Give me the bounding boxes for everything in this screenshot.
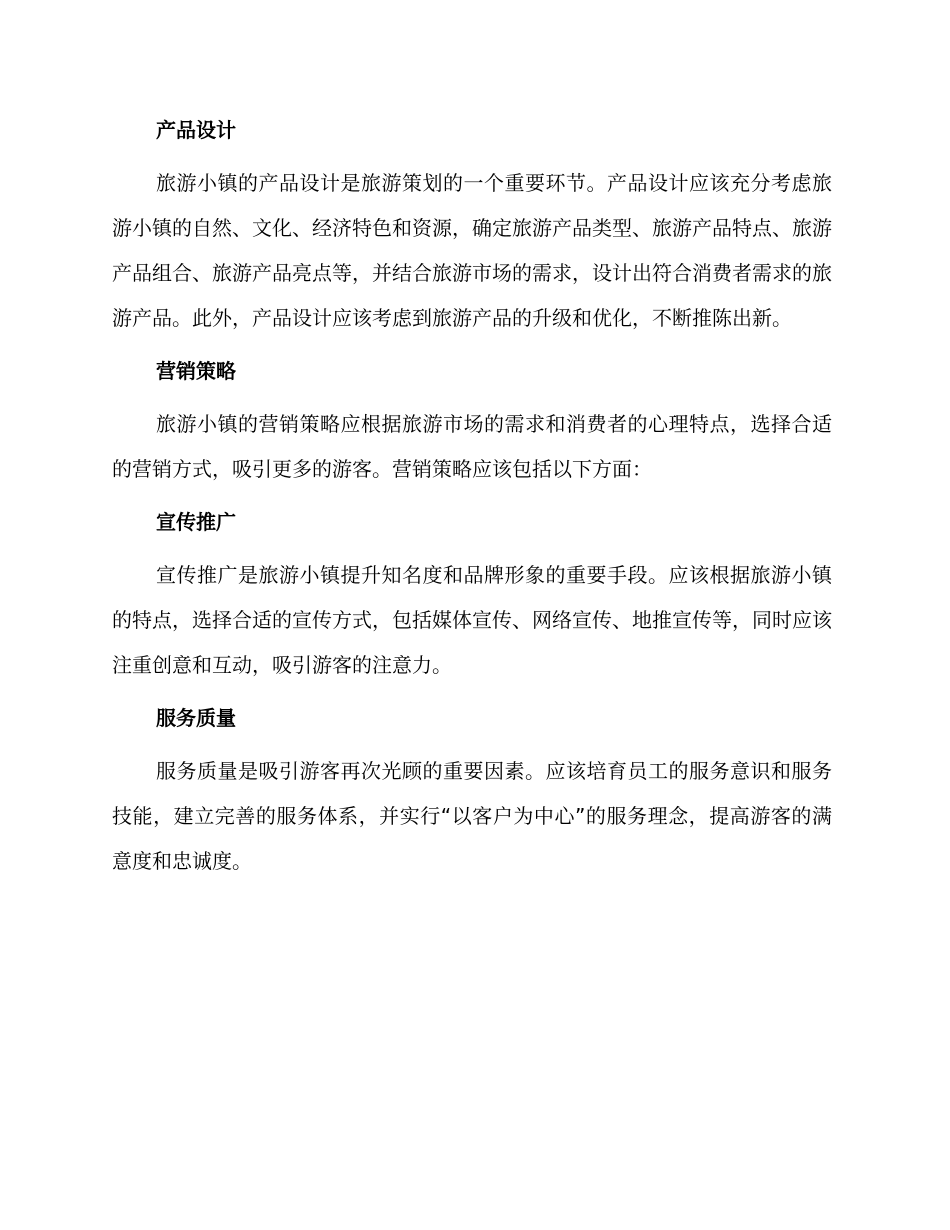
section-body-promotion: 宣传推广是旅游小镇提升知名度和品牌形象的重要手段。应该根据旅游小镇的特点，选择合适的宣传方式，包括媒体宣传、网络宣传、地推宣传等，同时应该注重创意和互动，吸引游客的注意力。 xyxy=(112,563,832,677)
section-body-marketing-strategy: 旅游小镇的营销策略应根据旅游市场的需求和消费者的心理特点，选择合适的营销方式，吸引更多的游客。营销策略应该包括以下方面： xyxy=(112,412,832,481)
section-body-service-quality: 服务质量是吸引游客再次光顾的重要因素。应该培育员工的服务意识和服务技能，建立完善的服务体系，并实行“以客户为中心”的服务理念，提高游客的满意度和忠诚度。 xyxy=(112,759,832,873)
section-body-product-design: 旅游小镇的产品设计是旅游策划的一个重要环节。产品设计应该充分考虑旅游小镇的自然、文化、经济特色和资源，确定旅游产品类型、旅游产品特点、旅游产品组合、旅游产品亮点等，并结合旅游市场的需求，设计出符合消费者需求的旅游产品。此外，产品设计应该考虑到旅游产品的升级和优化，不断推陈出新。 xyxy=(112,171,832,330)
section-heading-promotion: 宣传推广 xyxy=(156,510,236,534)
section-heading-service-quality: 服务质量 xyxy=(156,706,236,730)
document-page xyxy=(112,108,832,892)
section-heading-product-design: 产品设计 xyxy=(156,118,236,142)
section-heading-marketing-strategy: 营销策略 xyxy=(156,359,236,383)
